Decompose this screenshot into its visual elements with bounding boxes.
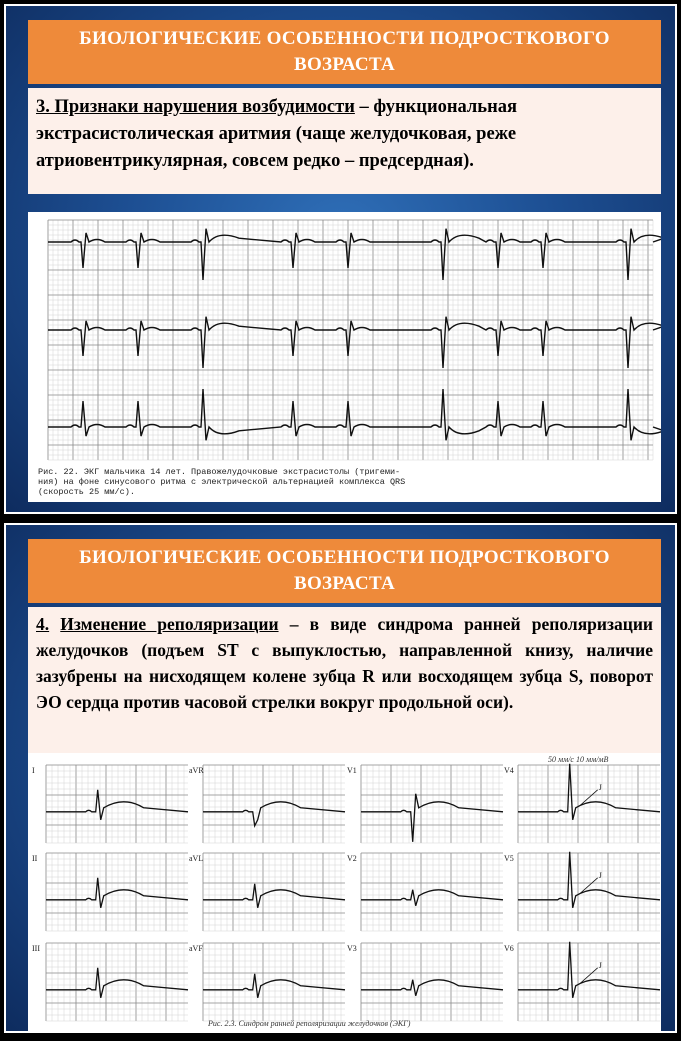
j-point-arrow: [580, 790, 598, 806]
ecg-panel-ii: [32, 853, 188, 931]
ecg-trace: [46, 968, 188, 998]
text-heading: Изменение реполяризации: [60, 614, 279, 634]
ecg-trace: [203, 802, 345, 826]
slide-title: БИОЛОГИЧЕСКИЕ ОСОБЕННОСТИ ПОДРОСТКОВОГО ВОЗРАСТА: [28, 539, 661, 603]
ecg-scale-label: 50 мм/с 10 мм/мВ: [548, 755, 609, 764]
ecg-trace: [361, 890, 503, 906]
lead-label: I: [32, 766, 35, 775]
lead-label: V5: [504, 854, 514, 863]
caption-line-2: ния) на фоне синусового ритма с электрической альтернацией комплекса QRS: [38, 477, 406, 487]
ecg-figure: [28, 212, 661, 502]
ecg-trace: [203, 884, 345, 908]
lead-label: aVF: [189, 944, 203, 953]
caption-line-1: Рис. 22. ЭКГ мальчика 14 лет. Правожелудочковые экстрасистолы (тригеми-: [38, 467, 401, 477]
ecg-trace: [518, 942, 660, 998]
panel-grid: [518, 943, 660, 1021]
ecg-trace: [518, 852, 660, 908]
lead-label: aVL: [189, 854, 204, 863]
ecg-trace-lead-1: [48, 229, 661, 280]
ecg-panel-v3: [347, 943, 503, 1021]
ecg-panel-avl: [189, 853, 345, 931]
ecg-panel-i: [32, 765, 188, 843]
figure-caption: Рис. 2.3. Синдром ранней реполяризации желудочков (ЭКГ): [208, 1019, 411, 1028]
ecg-panel-v2: [347, 853, 503, 931]
j-point-label: J: [598, 782, 602, 792]
panel-grid: [518, 853, 660, 931]
panel-grid: [361, 943, 503, 1021]
ecg-panel-avf: [189, 943, 345, 1021]
ecg-strip-image: [28, 212, 661, 502]
ecg-panel-avr: [189, 765, 345, 843]
lead-label: III: [32, 944, 40, 953]
panel-grid: [46, 853, 188, 931]
ecg-trace: [203, 974, 345, 998]
panel-grid: [203, 765, 345, 843]
text-heading-number: 4.: [36, 614, 50, 634]
ecg-panel-v5: [504, 852, 660, 931]
panel-grid: [518, 765, 660, 843]
ecg-trace-lead-3: [48, 389, 661, 440]
ecg-figure: [28, 753, 661, 1031]
ecg-panel-v4: [504, 764, 660, 843]
panel-grid: [361, 853, 503, 931]
panel-grid: [46, 765, 188, 843]
lead-label: V2: [347, 854, 357, 863]
panel-grid: [203, 853, 345, 931]
slide-text: [28, 607, 661, 757]
ecg-trace: [46, 790, 188, 820]
lead-label: II: [32, 854, 38, 863]
text-body: – функциональная экстрасистолическая аритмия (чаще желудочковая, реже атриовентрикулярная, совсем редко – предсердная).: [36, 97, 518, 171]
lead-label: V1: [347, 766, 357, 775]
ecg-panel-v1: [347, 765, 503, 843]
j-point-label: J: [598, 960, 602, 970]
ecg-trace: [361, 980, 503, 996]
j-point-arrow: [580, 878, 598, 894]
caption-line-3: (скорость 25 мм/с).: [38, 487, 135, 497]
figure-caption: [38, 467, 653, 497]
slide-1: [4, 4, 677, 514]
ecg-trace: [518, 764, 660, 820]
text-heading: 3. Признаки нарушения возбудимости: [36, 97, 355, 117]
j-point-label: J: [598, 870, 602, 880]
panel-grid: [203, 943, 345, 1021]
lead-label: V3: [347, 944, 357, 953]
j-point-arrow: [580, 968, 598, 984]
text-body: – в виде синдрома ранней реполяризации желудочков (подъем ST с выпуклостью, направленной книзу, наличие зазубрены на нисходящем колене зубца R или восходящем зубца S, поворот ЭО сердца против часовой стрелки вокруг продольной оси).: [36, 614, 654, 712]
panel-grid: [361, 765, 503, 843]
slide-2: [4, 523, 677, 1033]
ecg-12-lead-image: [28, 753, 661, 1031]
slide-title: БИОЛОГИЧЕСКИЕ ОСОБЕННОСТИ ПОДРОСТКОВОГО ВОЗРАСТА: [28, 20, 661, 84]
lead-label: V6: [504, 944, 514, 953]
panel-grid: [46, 943, 188, 1021]
ecg-panel-iii: [32, 943, 188, 1021]
ecg-panel-v6: [504, 942, 660, 1021]
slide-text: [28, 88, 661, 194]
ecg-trace: [46, 878, 188, 908]
lead-label: aVR: [189, 766, 204, 775]
ecg-trace-lead-2: [48, 317, 661, 368]
lead-label: V4: [504, 766, 514, 775]
